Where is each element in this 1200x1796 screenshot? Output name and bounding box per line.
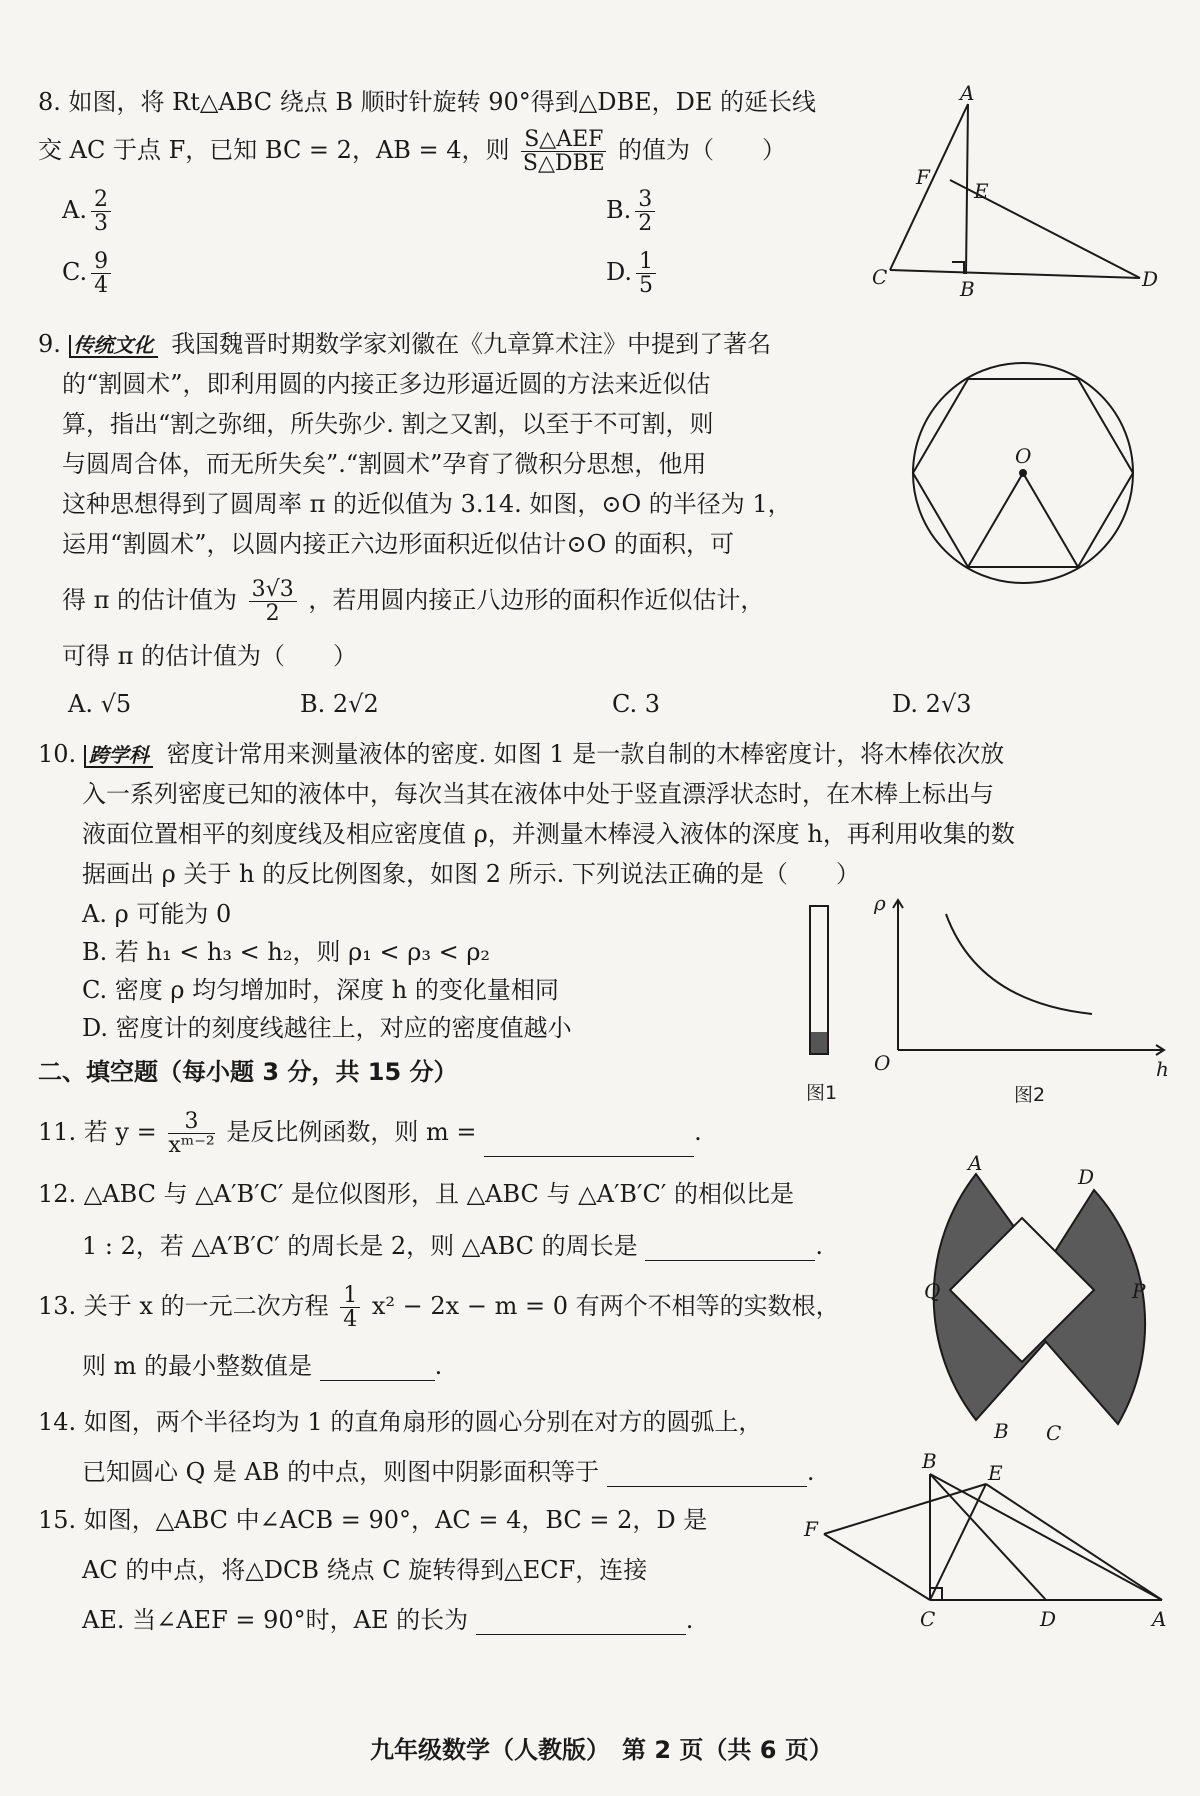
q8-option-a: A. $\frac{2}{3}$ [62,188,115,235]
q14-answer-blank[interactable] [607,1464,807,1487]
q8-line2-text: 交 AC 于点 F，已知 BC = 2，AB = 4，则 [38,136,510,165]
q8-line1: 8. 如图，将 Rt△ABC 绕点 B 顺时针旋转 90°得到△DBE，DE 的延长线 [38,88,817,116]
q9-option-a: A. √5 [68,690,132,718]
q10-line1 [38,740,1004,769]
q11-fraction: $\frac{3}{\text{xᵐ⁻²}}$ [168,1109,215,1159]
q9-circle-hexagon-figure [905,355,1145,595]
q9-line4: 与圆周合体，而无所失矣”.“割圆术”孕育了微积分思想，他用 [62,450,707,478]
q11-answer-blank[interactable] [484,1134,694,1157]
q10-figure1-densimeter [800,900,840,1060]
q10-figure2-caption: 图2 [1014,1084,1046,1106]
q14-label-a: A [968,1151,983,1175]
q12-line2: 1 : 2，若 △A′B′C′ 的周长是 2，则 △ABC 的周长是 . [82,1232,823,1260]
q9-option-c: C. 3 [612,690,661,718]
q8-line2 [38,128,786,175]
q14-label-q: Q [924,1279,941,1303]
q12-line1: 12. △ABC 与 △A′B′C′ 是位似图形，且 △ABC 与 △A′B′C′ 的相似比是 [38,1180,794,1208]
q14-label-c: C [1046,1421,1062,1445]
q10-option-c: C. 密度 ρ 均匀增加时，深度 h 的变化量相同 [82,976,559,1004]
q10-number: 10. [38,740,77,768]
q9-option-b: B. 2√2 [300,690,379,718]
section-fill-in-title: 二、填空题（每小题 3 分，共 15 分） [38,1058,458,1086]
q12-answer-blank[interactable] [645,1238,815,1261]
q14-line2: 已知圆心 Q 是 AB 的中点，则图中阴影面积等于 . [82,1458,815,1486]
q10-text-1: 密度计常用来测量液体的密度. 如图 1 是一款自制的木棒密度计，将木棒依次放 [166,740,1005,768]
q8-option-c: C. $\frac{9}{4}$ [62,250,115,297]
q8-option-b: B. $\frac{3}{2}$ [606,188,659,235]
q15-label-b: B [922,1450,937,1473]
q14-label-p: P [1132,1279,1146,1303]
q15-label-a: A [1152,1607,1167,1631]
q9-line7: 得 π 的估计值为 $\frac{3√3}{2}$ ，若用圆内接正八边形的面积作近似估计， [62,577,765,627]
q9-line3: 算，指出“割之弥细，所失弥少. 割之又割，以至于不可割，则 [62,410,714,438]
q10-tag-badge: 跨学科 [84,745,153,768]
q13-line1: 13. 关于 x 的一元二次方程 $\frac{1}{4}$ x² − 2x − m = 0 有两个不相等的实数根， [38,1283,840,1333]
q8-ratio-denominator: S△DBE [522,151,605,177]
q9-hexagon-estimate-fraction: $\frac{3√3}{2}$ [249,578,297,625]
q8-option-d: D. $\frac{1}{5}$ [606,250,660,297]
q14-line1: 14. 如图，两个半径均为 1 的直角扇形的圆心分别在对方的圆弧上， [38,1408,763,1436]
q8-ratio-fraction [521,128,606,175]
q10-line4: 据画出 ρ 关于 h 的反比例图象，如图 2 所示. 下列说法正确的是（ ） [82,860,860,888]
q10-line2: 入一系列密度已知的液体中，每次当其在液体中处于竖直漂浮状态时，在木棒上标出与 [82,780,994,808]
q8-label-e: E [974,179,989,203]
q10-figure2-graph [868,890,1178,1080]
q8-label-a: A [960,81,975,105]
q9-label-o: O [1015,444,1032,468]
q10-option-d: D. 密度计的刻度线越往上，对应的密度值越小 [82,1014,572,1042]
q9-number: 9. [38,330,61,358]
q8-label-c: C [872,265,888,289]
q9-text-1: 我国魏晋时期数学家刘徽在《九章算术注》中提到了著名 [171,330,772,358]
q10-axis-rho-label: ρ [874,891,886,915]
q14-label-b: B [994,1419,1009,1443]
q10-option-a: A. ρ 可能为 0 [82,900,232,928]
q10-line3: 液面位置相平的刻度线及相应密度值 ρ，并测量木棒浸入液体的深度 h，再利用收集的数 [82,820,1015,848]
q13-line2: 则 m 的最小整数值是 . [82,1352,443,1380]
q8-label-f: F [916,165,930,189]
q9-line6: 运用“割圆术”，以圆内接正六边形面积近似估计⊙O 的面积，可 [62,530,734,558]
q15-line1: 15. 如图，△ABC 中∠ACB = 90°，AC = 4，BC = 2，D 是 [38,1506,708,1534]
q9-option-d: D. 2√3 [892,690,972,718]
q10-origin-label: O [874,1051,891,1075]
q9-line1 [38,330,771,359]
q15-label-d: D [1040,1607,1057,1631]
q14-sector-figure [918,1150,1158,1450]
q15-line3: AE. 当∠AEF = 90°时，AE 的长为 . [82,1606,694,1634]
q13-fraction: $\frac{1}{4}$ [340,1284,360,1331]
q13-answer-blank[interactable] [320,1358,435,1381]
q10-figure1-caption: 图1 [806,1082,838,1104]
q9-line5: 这种思想得到了圆周率 π 的近似值为 3.14. 如图，⊙O 的半径为 1， [62,490,792,518]
q9-tag-badge: 传统文化 [69,335,158,358]
q15-answer-blank[interactable] [476,1612,686,1635]
q15-triangle-figure [790,1450,1170,1640]
q10-axis-h-label: h [1156,1057,1169,1080]
q14-label-d: D [1078,1165,1095,1189]
q8-ratio-numerator: S△AEF [521,128,606,152]
q11-line: 11. 若 y = $\frac{3}{\text{xᵐ⁻²}}$ 是反比例函数，则 m = . [38,1109,702,1159]
page-footer: 九年级数学（人教版） 第 2 页（共 6 页） [370,1736,833,1764]
q9-line2: 的“割圆术”，即利用圆的内接正多边形逼近圆的方法来近似估 [62,370,711,398]
q10-option-b: B. 若 h₁ < h₃ < h₂，则 ρ₁ < ρ₃ < ρ₂ [82,938,491,966]
q15-label-f: F [804,1517,818,1541]
q15-line2: AC 的中点，将△DCB 绕点 C 旋转得到△ECF，连接 [82,1556,648,1584]
q8-label-b: B [960,277,975,300]
q8-label-d: D [1142,267,1159,291]
q15-label-c: C [920,1607,936,1631]
q8-line2-end: 的值为（ ） [618,136,787,165]
q9-line8: 可得 π 的估计值为（ ） [62,642,358,670]
q8-triangle-figure [860,80,1170,300]
q15-label-e: E [988,1461,1003,1485]
